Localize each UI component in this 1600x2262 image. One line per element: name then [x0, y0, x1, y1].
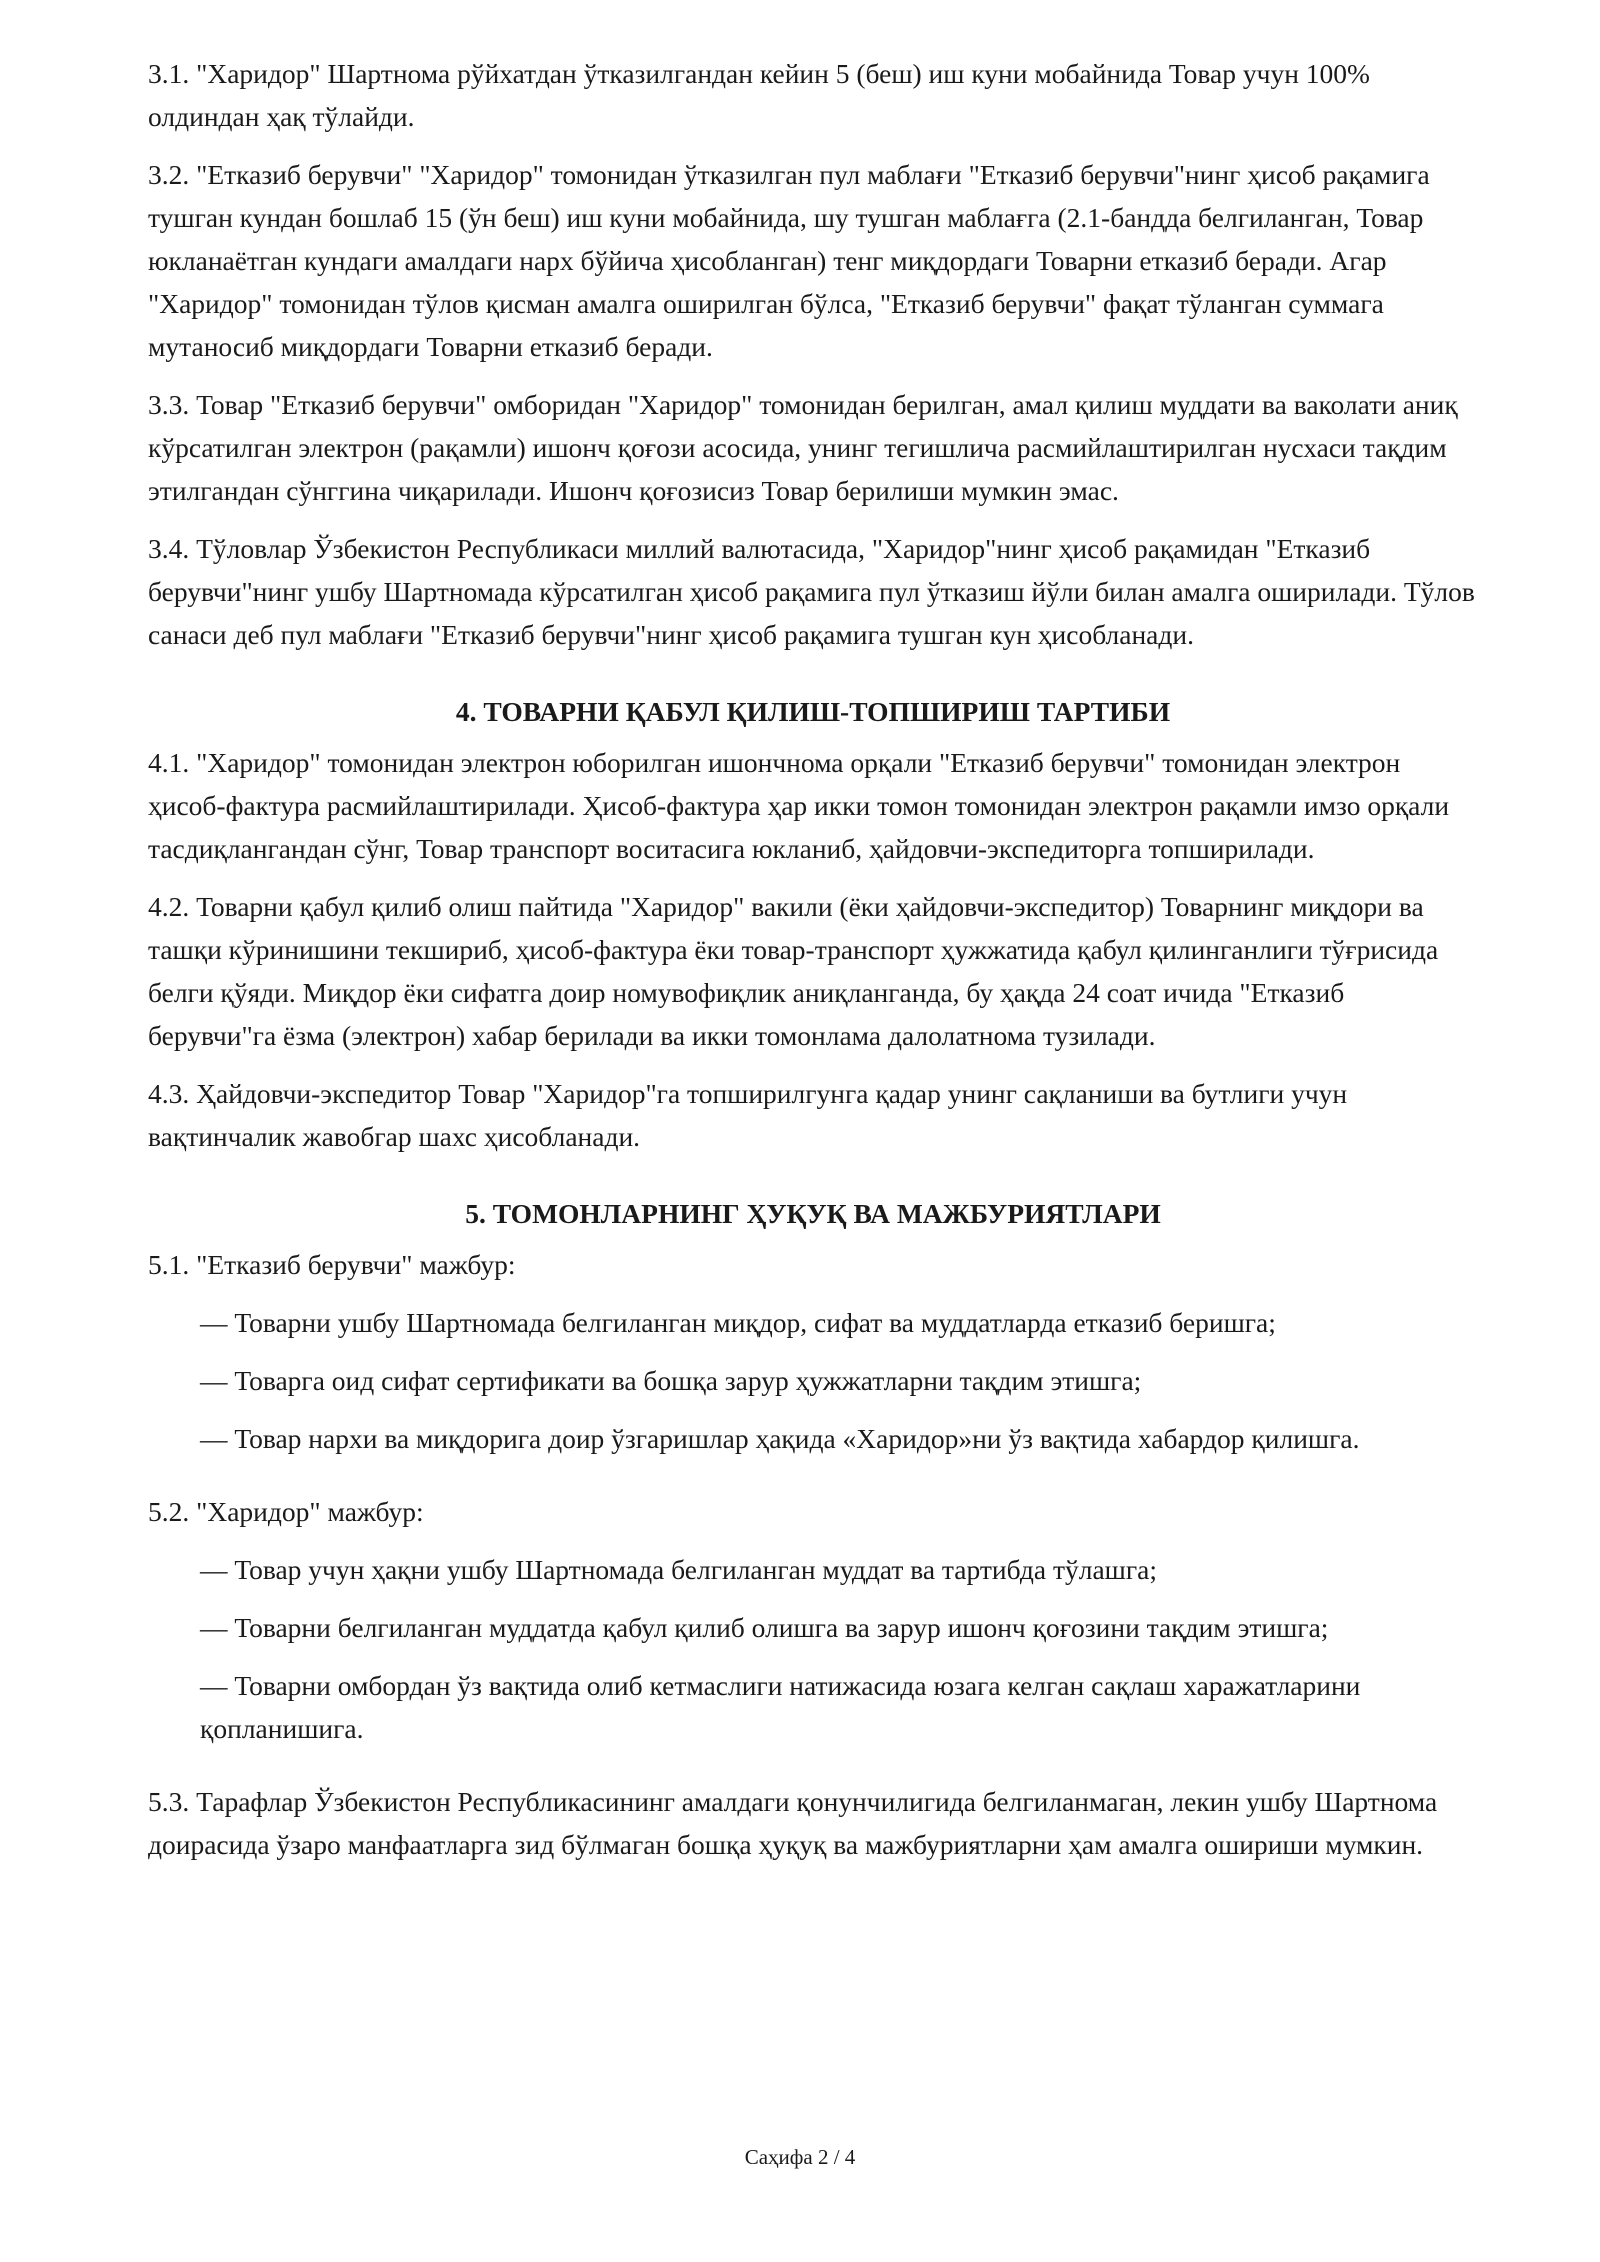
list-item: — Товарни ушбу Шартномада белгиланган миқдор, сифат ва муддатларда етказиб беришга;: [200, 1307, 1276, 1338]
clause-5-1-list: [148, 1301, 1478, 1460]
clause-5-3: 5.3. Тарафлар Ўзбекистон Республикасининг амалдаги қонунчилигида белгиланмаган, лекин ушбу Шартнома доирасида ўзаро манфаатларга зид бўлмаган бошқа ҳуқуқ ва мажбуриятларни ҳам амалга ошириши мумкин.: [148, 1786, 1438, 1860]
clause-4-1: 4.1. "Харидор" томонидан электрон юборилган ишончнома орқали "Етказиб берувчи" томонидан электрон ҳисоб-фактура расмийлаштирилади. Ҳисоб-фактура ҳар икки томон томонидан электрон рақамли имзо орқали тасдиқлангандан сўнг, Товар транспорт воситасига юкланиб, ҳайдовчи-экспедиторга топширилади.: [148, 747, 1450, 864]
section-4-heading: 4. ТОВАРНИ ҚАБУЛ ҚИЛИШ-ТОПШИРИШ ТАРТИБИ: [455, 696, 1171, 727]
section-5-heading: 5. ТОМОНЛАРНИНГ ҲУҚУҚ ВА МАЖБУРИЯТЛАРИ: [465, 1198, 1161, 1229]
clause-5-2: 5.2. "Харидор" мажбур:: [148, 1496, 424, 1527]
list-item: — Товар нархи ва миқдорига доир ўзгаришлар ҳақида «Харидор»ни ўз вақтида хабардор қилишга.: [200, 1423, 1360, 1454]
clause-3-4: 3.4. Тўловлар Ўзбекистон Республикаси миллий валютасида, "Харидор"нинг ҳисоб рақамидан "Етказиб берувчи"нинг ушбу Шартномада кўрсатилган ҳисоб рақамига пул ўтказиш йўли билан амалга оширилади. Тўлов санаси деб пул маблағи "Етказиб берувчи"нинг ҳисоб рақамига тушган кун ҳисобланади.: [148, 533, 1475, 650]
list-item: — Товар учун ҳақни ушбу Шартномада белгиланган муддат ва тартибда тўлашга;: [200, 1554, 1157, 1585]
clause-3-1: 3.1. "Харидор" Шартнома рўйхатдан ўтказилгандан кейин 5 (беш) иш куни мобайнида Товар учун 100% олдиндан ҳақ тўлайди.: [148, 58, 1370, 132]
clause-5-1: 5.1. "Етказиб берувчи" мажбур:: [148, 1249, 516, 1280]
clause-4-2: 4.2. Товарни қабул қилиб олиш пайтида "Харидор" вакили (ёки ҳайдовчи-экспедитор) Товарнинг миқдори ва ташқи кўринишини текшириб, ҳисоб-фактура ёки товар-транспорт ҳужжатида қабул қилинганлиги тўғрисида белги қўяди. Миқдор ёки сифатга доир номувофиқлик аниқланганда, бу ҳақда 24 соат ичида "Етказиб берувчи"га ёзма (электрон) хабар берилади ва икки томонлама далолатнома тузилади.: [148, 891, 1439, 1051]
list-item: — Товарга оид сифат сертификати ва бошқа зарур ҳужжатларни тақдим этишга;: [200, 1365, 1142, 1396]
clause-5-2-list: [148, 1548, 1478, 1750]
clause-3-3: 3.3. Товар "Етказиб берувчи" омборидан "Харидор" томонидан берилган, амал қилиш муддати ва ваколати аниқ кўрсатилган электрон (рақамли) ишонч қоғози асосида, унинг тегишлича расмийлаштирилган нусхаси тақдим этилгандан сўнггина чиқарилади. Ишонч қоғозисиз Товар берилиши мумкин эмас.: [148, 389, 1458, 506]
list-item: — Товарни белгиланган муддатда қабул қилиб олишга ва зарур ишонч қоғозини тақдим этишга;: [200, 1612, 1329, 1643]
page-number: Саҳифа 2 / 4: [744, 2145, 856, 2169]
clause-4-3: 4.3. Ҳайдовчи-экспедитор Товар "Харидор"га топширилгунга қадар унинг сақланиши ва бутлиги учун вақтинчалик жавобгар шахс ҳисобланади.: [148, 1078, 1348, 1152]
list-item: — Товарни омбордан ўз вақтида олиб кетмаслиги натижасида юзага келган сақлаш харажатларини қопланишига.: [200, 1670, 1361, 1744]
document-page: [148, 52, 1478, 1881]
clause-3-2: 3.2. "Етказиб берувчи" "Харидор" томонидан ўтказилган пул маблағи "Етказиб берувчи"нинг ҳисоб рақамига тушган кундан бошлаб 15 (ўн беш) иш куни мобайнида, шу тушган маблағга (2.1-бандда белгиланган, Товар юкланаётган кундаги амалдаги нарх бўйича ҳисобланган) тенг миқдордаги Товарни етказиб беради. Агар "Харидор" томонидан тўлов қисман амалга оширилган бўлса, "Етказиб берувчи" фақат тўланган суммага мутаносиб миқдордаги Товарни етказиб беради.: [148, 159, 1430, 362]
